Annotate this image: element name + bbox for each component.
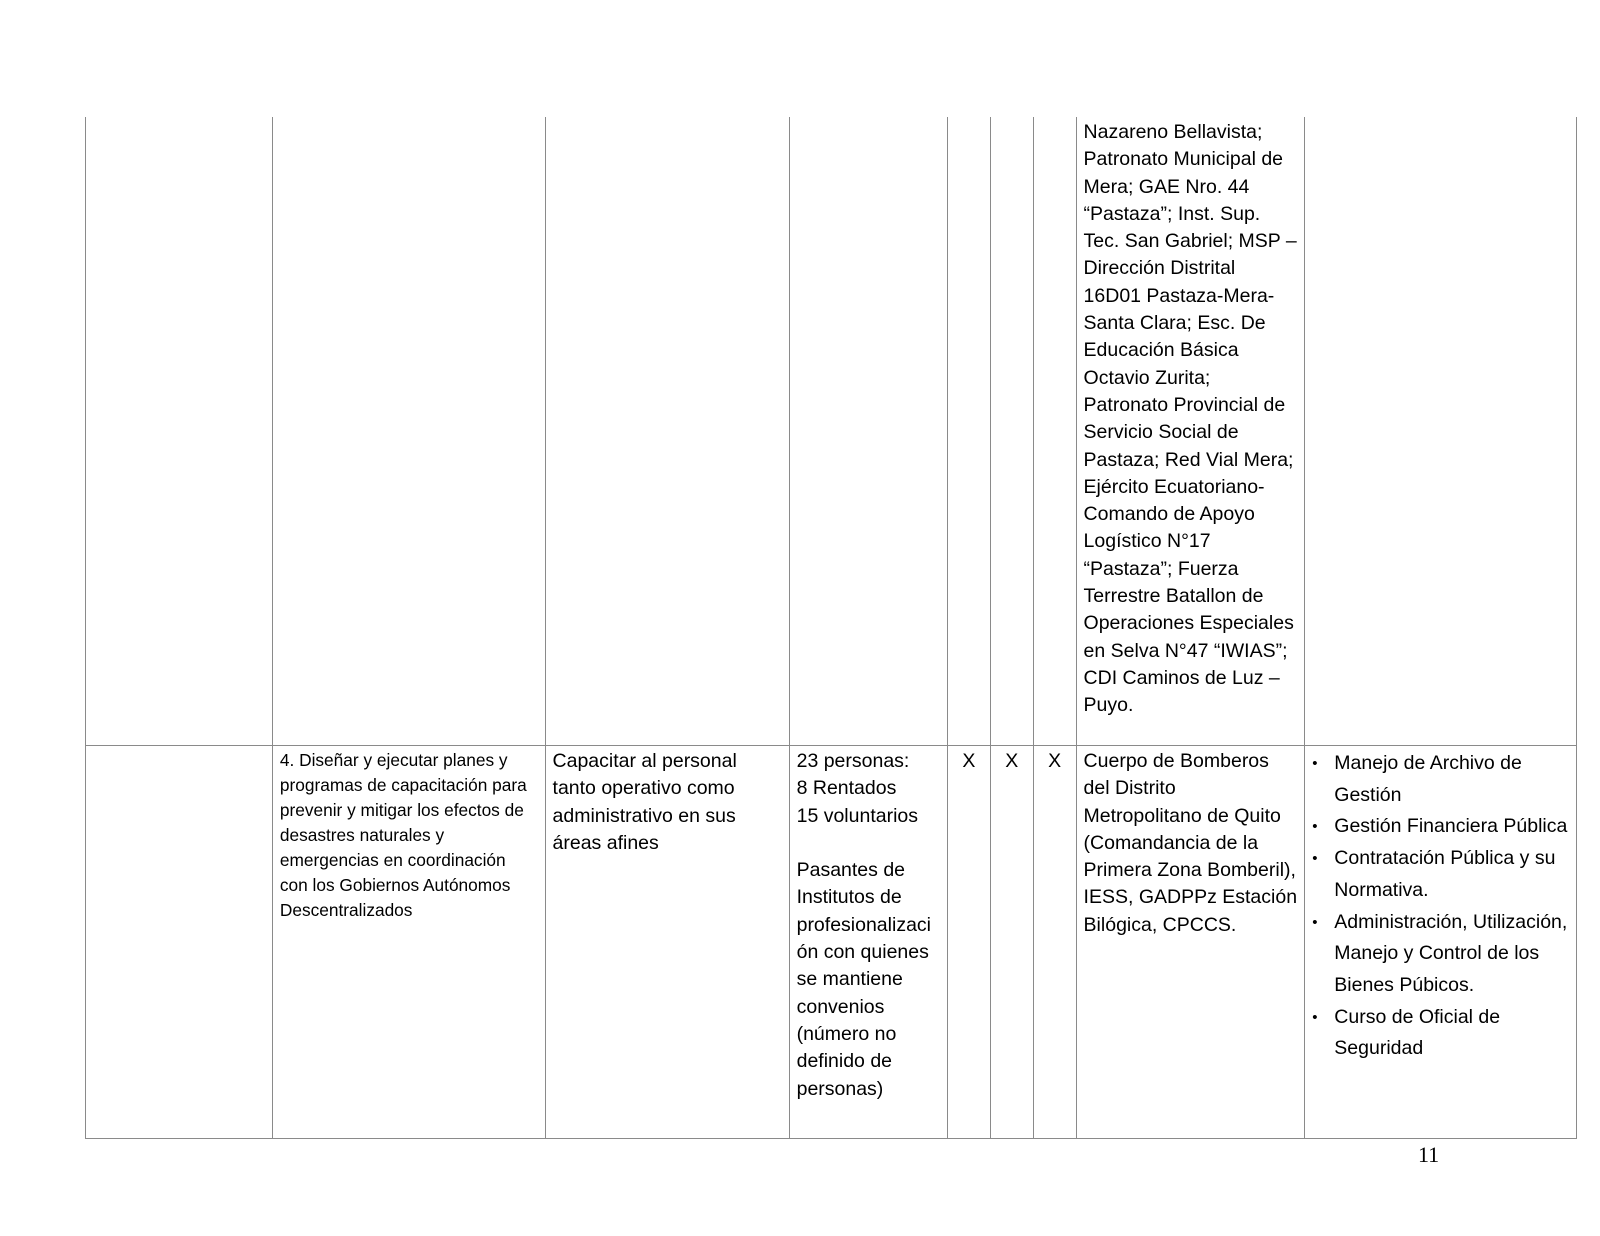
table-cell (86, 117, 273, 746)
list-item (1312, 811, 1569, 843)
list-item (1312, 843, 1569, 906)
list-item (1312, 748, 1569, 811)
institutions-cell (1076, 746, 1305, 1139)
bullet-icon: • (1312, 850, 1318, 868)
mark-cell (990, 746, 1033, 1139)
mark-cell (947, 746, 990, 1139)
table-cell (947, 117, 990, 746)
table-cell (1033, 117, 1076, 746)
institutions-text: Cuerpo de Bomberos del Distrito Metropolitano de Quito (Comandancia de la Primera Zona Bomberil), IESS, GADPPz Estación Bilógica, CPCCS. (1083, 750, 1298, 936)
bullet-icon: • (1312, 818, 1318, 836)
mark-cell (1033, 746, 1076, 1139)
course-label: Administración, Utilización, Manejo y Control de los Bienes Púbicos. (1334, 910, 1568, 996)
list-item (1312, 907, 1569, 1002)
bullet-icon: • (1312, 913, 1318, 931)
course-label: Contratación Pública y su Normativa. (1334, 847, 1556, 901)
page-number: 11 (1418, 1142, 1440, 1167)
course-label: Manejo de Archivo de Gestión (1334, 752, 1522, 806)
table-cell (990, 117, 1033, 746)
table-row-objective-4 (86, 746, 1577, 1139)
bullet-icon: • (1312, 1008, 1318, 1026)
institutions-text: Nazareno Bellavista; Patronato Municipal de Mera; GAE Nro. 44 “Pastaza”; Inst. Sup. Tec. San Gabriel; MSP – Dirección Distrital 16D01 Pastaza-Mera-Santa Clara; Esc. De Educación Básica Octavio Zurita; Patronato Provincial de Servicio Social de Pastaza; Red Vial Mera; Ejército Ecuatoriano-Comando de Apoyo Logístico N°17 “Pastaza”; Fuerza Terrestre Batallon de Operaciones Especiales en Selva N°47 “IWIAS”; CDI Caminos de Luz – Puyo. (1083, 121, 1297, 717)
mark-x: X (1005, 750, 1019, 772)
table-cell (272, 117, 545, 746)
bullet-icon: • (1312, 755, 1318, 772)
list-item (1312, 1002, 1569, 1065)
table-row-continued (86, 117, 1577, 746)
courses-cell (1305, 746, 1577, 1139)
objective-text: 4. Diseñar y ejecutar planes y programas de capacitación para prevenir y mitigar los efectos de desastres naturales y emergencias en coordinación con los Gobiernos Autónomos Descentralizados (279, 750, 527, 920)
institutions-cell (1076, 117, 1305, 746)
table-cell (1305, 117, 1577, 746)
mark-x: X (962, 750, 976, 772)
course-label: Gestión Financiera Pública (1334, 815, 1568, 838)
table-cell (789, 117, 947, 746)
activity-cell (545, 746, 789, 1139)
course-label: Curso de Oficial de Seguridad (1334, 1005, 1501, 1060)
table-cell (545, 117, 789, 746)
activity-text: Capacitar al personal tanto operativo como administrativo en sus áreas afines (552, 750, 737, 854)
courses-list (1312, 748, 1569, 1065)
personnel-text: 23 personas: 8 Rentados 15 voluntarios Pasantes de Institutos de profesionalización con quienes se mantiene convenios (número no definido de personas) (796, 750, 931, 1100)
plan-table (85, 117, 1577, 1139)
table-cell (86, 746, 273, 1139)
mark-x: X (1048, 750, 1062, 772)
personnel-cell (789, 746, 947, 1139)
objective-cell (272, 746, 545, 1139)
